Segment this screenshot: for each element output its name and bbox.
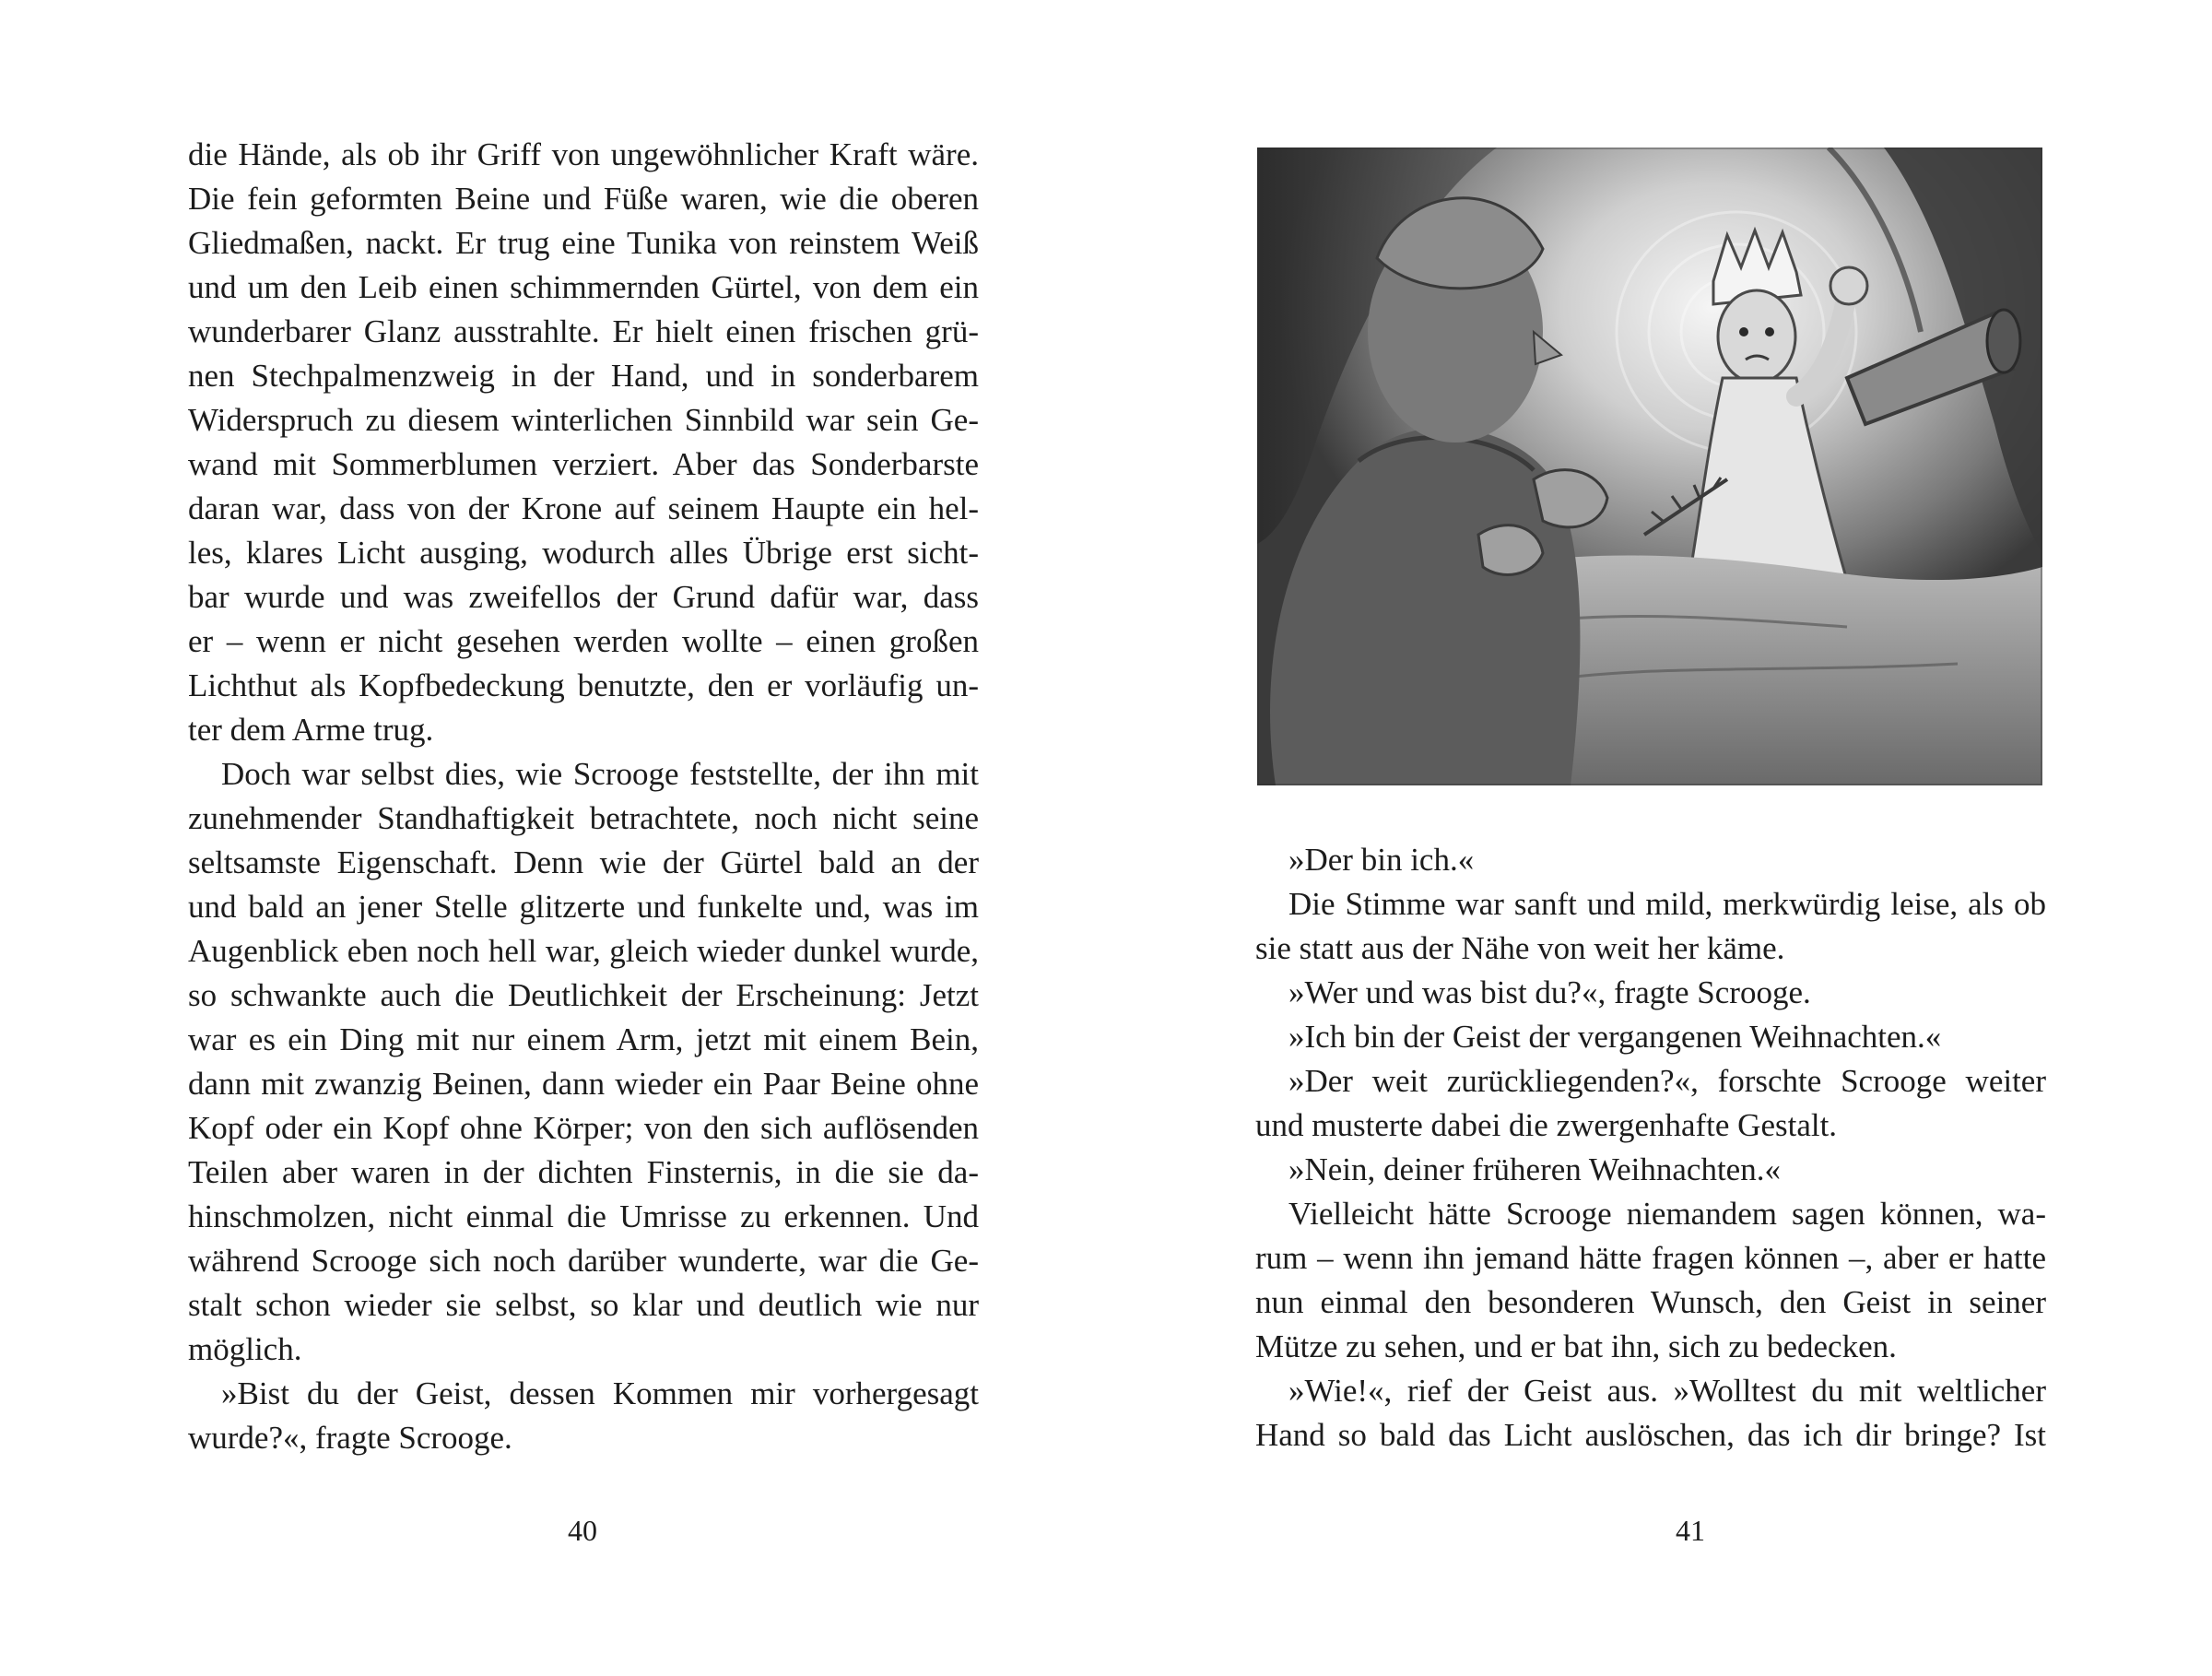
text-line: Mütze zu sehen, und er bat ihn, sich zu bedecken. xyxy=(1255,1328,1897,1364)
text-line: und bald an jener Stelle glitzerte und funkelte und, was im xyxy=(188,889,979,925)
text-line: nen Stechpalmenzweig in der Hand, und in sonderbarem xyxy=(188,358,979,394)
page-number: 40 xyxy=(568,1514,597,1547)
text-line: »Ich bin der Geist der vergangenen Weihnachten.« xyxy=(1288,1019,1942,1055)
text-line: so schwankte auch die Deutlichkeit der Erscheinung: Jetzt xyxy=(188,977,979,1013)
left-page-text xyxy=(188,133,979,1460)
text-line: Hand so bald das Licht auslöschen, das ich dir bringe? Ist xyxy=(1255,1417,2046,1453)
text-line: »Der weit zurückliegenden?«, forschte Scrooge weiter xyxy=(1288,1063,2046,1099)
text-line: Die Stimme war sanft und mild, merkwürdig leise, als ob xyxy=(1288,886,2046,922)
text-line: »Bist du der Geist, dessen Kommen mir vorhergesagt xyxy=(221,1375,979,1411)
text-line: »Wer und was bist du?«, fragte Scrooge. xyxy=(1288,974,1811,1010)
right-page xyxy=(1106,0,2212,1676)
text-line: er – wenn er nicht gesehen werden wollte – einen großen xyxy=(188,623,979,659)
text-line: daran war, dass von der Krone auf seinem Haupte ein hel- xyxy=(188,490,979,526)
text-line: wunderbarer Glanz ausstrahlte. Er hielt einen frischen grü- xyxy=(188,313,979,349)
text-line: Kopf oder ein Kopf ohne Körper; von den sich auflösenden xyxy=(188,1110,979,1146)
text-line: seltsamste Eigenschaft. Denn wie der Gürtel bald an der xyxy=(188,844,979,880)
text-line: zunehmender Standhaftigkeit betrachtete, noch nicht seine xyxy=(188,800,979,836)
text-line: wurde?«, fragte Scrooge. xyxy=(188,1420,512,1456)
ghost-fist xyxy=(1830,267,1867,304)
text-line: les, klares Licht ausging, wodurch alles Übrige erst sicht- xyxy=(188,535,979,571)
text-line: bar wurde und was zweifellos der Grund dafür war, dass xyxy=(188,579,979,615)
text-line: und um den Leib einen schimmernden Gürtel, von dem ein xyxy=(188,269,979,305)
text-line: »Nein, deiner früheren Weihnachten.« xyxy=(1288,1151,1781,1187)
text-line: rum – wenn ihn jemand hätte fragen können –, aber er hatte xyxy=(1255,1240,2046,1276)
text-line: Vielleicht hätte Scrooge niemandem sagen können, wa- xyxy=(1288,1196,2046,1232)
text-line: stalt schon wieder sie selbst, so klar und deutlich wie nur xyxy=(188,1287,979,1323)
text-line: »Der bin ich.« xyxy=(1288,842,1475,878)
text-line: »Wie!«, rief der Geist aus. »Wolltest du mit weltlicher xyxy=(1288,1373,2046,1409)
right-page-text xyxy=(1255,838,2046,1458)
text-line: und musterte dabei die zwergenhafte Gestalt. xyxy=(1255,1107,1838,1143)
text-line: Lichthut als Kopfbedeckung benutzte, den er vorläufig un- xyxy=(188,667,979,703)
text-line: nun einmal den besonderen Wunsch, den Geist in seiner xyxy=(1255,1284,2046,1320)
text-line: Augenblick eben noch hell war, gleich wieder dunkel wurde, xyxy=(188,933,979,969)
ghost-head xyxy=(1718,290,1795,383)
text-line: ter dem Arme trug. xyxy=(188,712,434,748)
text-line: Doch war selbst dies, wie Scrooge feststellte, der ihn mit xyxy=(221,756,979,792)
text-line: während Scrooge sich noch darüber wunderte, war die Ge- xyxy=(188,1243,979,1279)
cone-rim xyxy=(1987,310,2020,372)
text-line: Die fein geformten Beine und Füße waren, wie die oberen xyxy=(188,181,979,217)
text-line: die Hände, als ob ihr Griff von ungewöhnlicher Kraft wäre. xyxy=(188,136,979,172)
text-line: war es ein Ding mit nur einem Arm, jetzt mit einem Bein, xyxy=(188,1021,979,1057)
page-number: 41 xyxy=(1676,1514,1705,1547)
illustration-scrooge-and-ghost xyxy=(1257,148,2042,785)
text-line: dann mit zwanzig Beinen, dann wieder ein Paar Beine ohne xyxy=(188,1066,979,1102)
text-line: Teilen aber waren in der dichten Finsternis, in die sie da- xyxy=(188,1154,979,1190)
text-line: wand mit Sommerblumen verziert. Aber das Sonderbarste xyxy=(188,446,979,482)
text-line: möglich. xyxy=(188,1331,302,1367)
text-line: Gliedmaßen, nackt. Er trug eine Tunika von reinstem Weiß xyxy=(188,225,979,261)
text-line: hinschmolzen, nicht einmal die Umrisse zu erkennen. Und xyxy=(188,1198,979,1234)
illustration-svg xyxy=(1257,148,2042,785)
text-line: Widerspruch zu diesem winterlichen Sinnbild war sein Ge- xyxy=(188,402,979,438)
text-line: sie statt aus der Nähe von weit her käme. xyxy=(1255,930,1785,966)
